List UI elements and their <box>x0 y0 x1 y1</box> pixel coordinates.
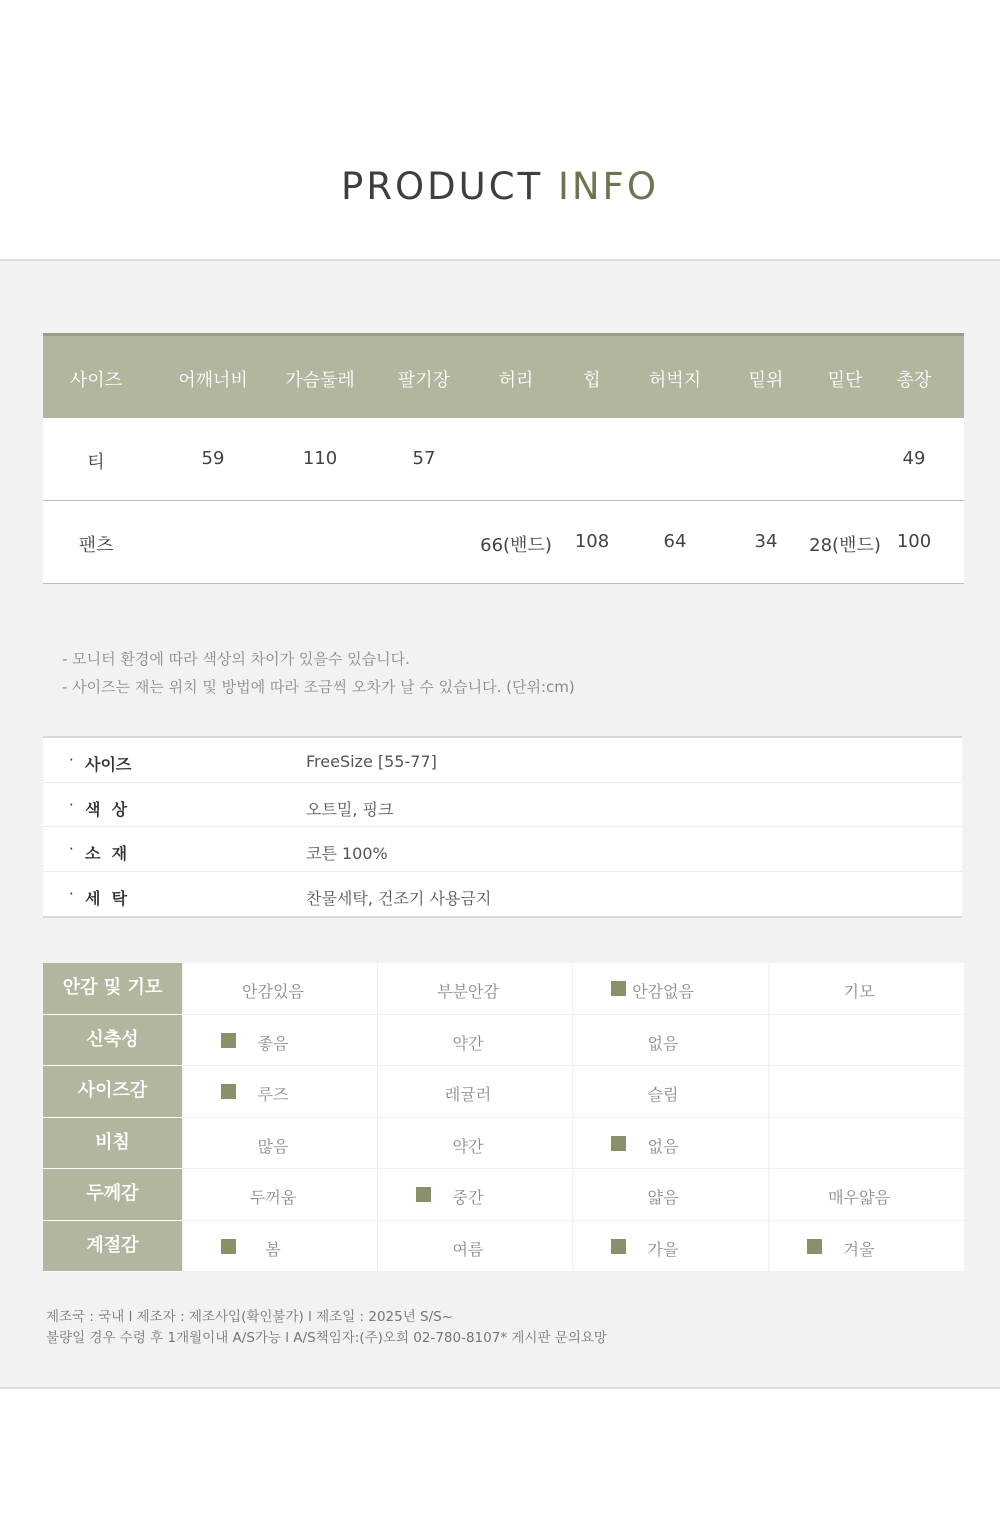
feature-option <box>377 1221 573 1273</box>
note-size: - 사이즈는 재는 위치 및 방법에 따라 조금씩 오차가 날 수 있습니다. (단위:cm) <box>62 678 575 696</box>
footer-as: 불량일 경우 수령 후 1개월이내 A/S가능 l A/S책임자:(주)오희 02-780-8107* 게시판 문의요망 <box>46 1330 607 1346</box>
header <box>0 0 1000 260</box>
feature-option <box>182 1066 378 1118</box>
spec-value: FreeSize [55-77] <box>306 752 437 771</box>
check-mark-icon <box>221 1084 236 1099</box>
feature-option-text: 부분안감 <box>437 982 499 1001</box>
bullet-icon: · <box>69 840 74 858</box>
feature-option-text: 많음 <box>257 1136 289 1156</box>
note-color: - 모니터 환경에 따라 색상의 차이가 있을수 있습니다. <box>62 650 410 668</box>
size-row-label: 팬츠 <box>78 535 114 556</box>
feature-option-text: 봄 <box>265 1239 281 1259</box>
size-row-label: 티 <box>87 452 105 473</box>
size-cell: 110 <box>302 448 338 469</box>
feature-label: 계절감 <box>43 1221 182 1273</box>
size-header-cell: 밑위 <box>748 370 784 391</box>
check-mark-icon <box>416 1187 431 1202</box>
feature-option-text: 여름 <box>452 1239 484 1259</box>
size-cell: 59 <box>201 448 225 469</box>
spec-label: 세 탁 <box>85 888 128 908</box>
feature-option-text: 없음 <box>647 1136 679 1156</box>
feature-option <box>768 963 964 1015</box>
spec-label: 사이즈 <box>85 755 132 774</box>
spec-row <box>43 872 962 917</box>
spec-label: 소 재 <box>85 844 128 863</box>
feature-label: 두께감 <box>43 1169 182 1221</box>
feature-option-text: 얇음 <box>647 1188 679 1207</box>
feature-option-text: 약간 <box>452 1033 484 1053</box>
spec-value: 오트밀, 핑크 <box>306 799 394 819</box>
feature-option-text: 겨울 <box>843 1239 875 1259</box>
feature-option-text: 없음 <box>647 1033 679 1053</box>
size-header-cell: 총장 <box>896 370 932 391</box>
spec-row <box>43 827 962 872</box>
feature-option-text: 매우얇음 <box>828 1188 890 1207</box>
size-header-cell: 허리 <box>498 370 534 391</box>
feature-grid <box>43 963 964 1272</box>
feature-option <box>182 1169 378 1221</box>
size-cell: 108 <box>574 531 610 552</box>
size-cell: 57 <box>412 448 436 469</box>
feature-option <box>377 1169 573 1221</box>
feature-option <box>572 1118 768 1170</box>
feature-option <box>572 1066 768 1118</box>
feature-option <box>768 1221 964 1273</box>
feature-label: 안감 및 기모 <box>43 963 182 1015</box>
size-cell: 34 <box>754 531 778 552</box>
feature-row <box>43 1118 964 1170</box>
feature-option <box>572 1221 768 1273</box>
feature-row <box>43 1066 964 1118</box>
feature-row <box>43 963 964 1015</box>
title-main: PRODUCT <box>341 165 544 208</box>
size-table-row <box>43 501 964 584</box>
feature-option-text: 레귤러 <box>444 1085 492 1104</box>
feature-option <box>572 963 768 1015</box>
feature-option <box>768 1066 964 1118</box>
feature-option-text: 안감없음 <box>632 982 694 1001</box>
feature-option-text: 좋음 <box>257 1033 289 1053</box>
feature-option-text: 루즈 <box>257 1085 289 1104</box>
feature-row <box>43 1221 964 1273</box>
footer-manufacture: 제조국 : 국내 l 제조자 : 제조사입(확인불가) l 제조일 : 2025년 S/S~ <box>46 1309 454 1325</box>
check-mark-icon <box>221 1239 236 1254</box>
feature-option <box>572 1015 768 1067</box>
size-header-cell: 허벅지 <box>648 370 702 391</box>
size-header-cell: 밑단 <box>827 370 863 391</box>
notes <box>62 645 575 701</box>
size-table-header <box>43 333 964 418</box>
feature-row <box>43 1169 964 1221</box>
size-header-cell: 가슴둘레 <box>285 370 355 391</box>
spec-row <box>43 783 962 828</box>
feature-option <box>182 1118 378 1170</box>
feature-option <box>377 963 573 1015</box>
bullet-icon: · <box>69 884 74 903</box>
spec-label: 색 상 <box>85 799 128 819</box>
bullet-icon: · <box>69 795 74 814</box>
feature-label: 사이즈감 <box>43 1066 182 1118</box>
feature-option <box>182 1221 378 1273</box>
size-header-cell: 힙 <box>583 370 601 391</box>
size-header-cell: 팔기장 <box>397 370 451 391</box>
feature-label: 비침 <box>43 1118 182 1170</box>
check-mark-icon <box>807 1239 822 1254</box>
size-header-cell: 사이즈 <box>69 370 123 391</box>
size-cell: 49 <box>902 448 926 469</box>
spec-value: 코튼 100% <box>306 844 388 863</box>
size-table <box>43 333 964 584</box>
spec-row <box>43 738 962 783</box>
feature-option <box>377 1015 573 1067</box>
size-cell: 28(밴드) <box>809 535 881 556</box>
feature-option <box>182 963 378 1015</box>
feature-row <box>43 1015 964 1067</box>
feature-option <box>768 1169 964 1221</box>
check-mark-icon <box>611 981 626 996</box>
title-accent: INFO <box>557 165 659 208</box>
feature-option-text: 슬림 <box>647 1085 679 1104</box>
page-title <box>0 165 1000 208</box>
size-cell: 100 <box>896 531 932 552</box>
feature-option-text: 약간 <box>452 1136 484 1156</box>
size-header-cell: 어깨너비 <box>178 370 248 391</box>
feature-label: 신축성 <box>43 1015 182 1067</box>
footer <box>46 1307 607 1349</box>
feature-option <box>768 1118 964 1170</box>
feature-option-text: 중간 <box>452 1188 484 1207</box>
spec-value: 찬물세탁, 건조기 사용금지 <box>306 888 492 908</box>
size-table-row <box>43 418 964 501</box>
feature-option <box>572 1169 768 1221</box>
bullet-icon: · <box>69 751 74 769</box>
check-mark-icon <box>221 1033 236 1048</box>
feature-option-text: 두꺼움 <box>249 1188 297 1207</box>
product-info-panel <box>0 259 1000 1389</box>
feature-option <box>377 1118 573 1170</box>
size-cell: 64 <box>663 531 687 552</box>
spec-list <box>43 736 962 918</box>
feature-option <box>182 1015 378 1067</box>
feature-option <box>768 1015 964 1067</box>
feature-option-text: 가을 <box>647 1239 679 1259</box>
feature-option-text: 기모 <box>843 982 875 1001</box>
feature-option <box>377 1066 573 1118</box>
check-mark-icon <box>611 1136 626 1151</box>
check-mark-icon <box>611 1239 626 1254</box>
feature-option-text: 안감있음 <box>242 982 304 1001</box>
size-cell: 66(밴드) <box>480 535 552 556</box>
